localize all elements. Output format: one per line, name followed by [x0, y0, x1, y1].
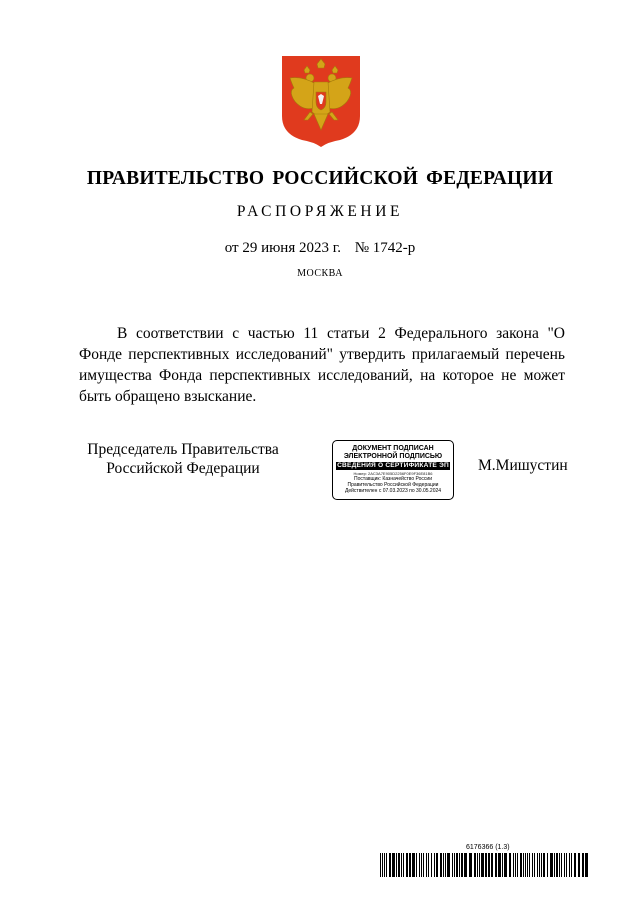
stamp-line1: ДОКУМЕНТ ПОДПИСАН — [352, 445, 434, 452]
coat-of-arms-icon — [280, 54, 362, 148]
document-code: 6176366 (1.3) — [466, 844, 510, 851]
stamp-band: СВЕДЕНИЯ О СЕРТИФИКАТЕ ЭП — [337, 462, 449, 469]
document-number: № 1742-р — [354, 240, 416, 256]
signer-position-line2: Российской Федерации — [106, 460, 260, 477]
stamp-line2: ЭЛЕКТРОННОЙ ПОДПИСЬЮ — [343, 453, 443, 460]
signer-position — [78, 440, 288, 478]
signer-name: М.Мишустин — [478, 457, 568, 474]
stamp-serial: Номер: 2AC3A7E905D2256F0E9F36E81B6 — [353, 471, 433, 476]
stamp-validity: Действителен с 07.03.2023 по 30.05.2024 — [344, 488, 442, 494]
document-type: РАСПОРЯЖЕНИЕ — [236, 203, 404, 220]
document-date: от 29 июня 2023 г. — [224, 240, 341, 256]
stamp-owner: Правительство Российской Федерации — [347, 482, 439, 488]
stamp-supplier: Поставщик: Казначейство России — [353, 476, 432, 482]
document-city: МОСКВА — [297, 268, 343, 279]
document-date-line — [0, 240, 640, 257]
e-signature-stamp — [332, 440, 454, 500]
order-paragraph: В соответствии с частью 11 статьи 2 Федерального закона "О Фонде перспективных исследований" утвердить прилагаемый перечень имущества Фонда перспективных исследований, на которое не может быть обращено взыскание. — [79, 325, 565, 405]
signer-position-line1: Председатель Правительства — [87, 441, 279, 458]
government-title: ПРАВИТЕЛЬСТВО РОССИЙСКОЙ ФЕДЕРАЦИИ — [86, 168, 554, 189]
barcode-icon — [380, 853, 592, 877]
